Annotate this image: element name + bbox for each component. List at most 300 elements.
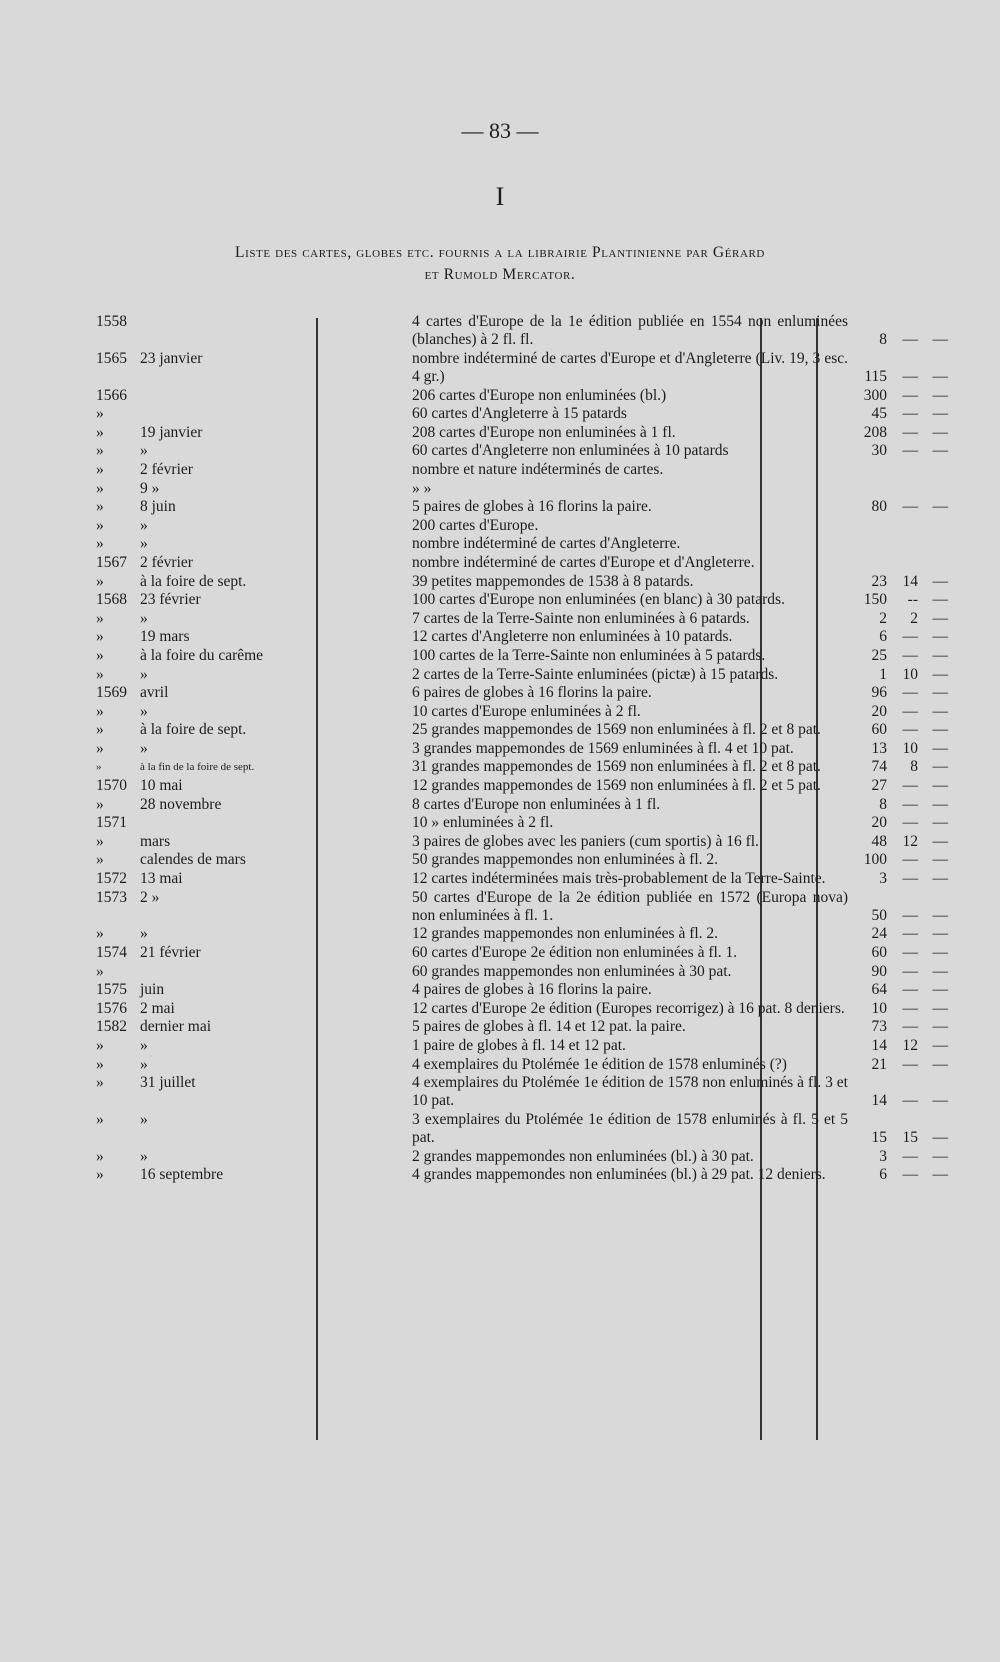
table-row bbox=[0, 442, 1000, 460]
entry-description: 6 paires de globes à 16 florins la paire. bbox=[412, 684, 652, 702]
amount-florins: 150 bbox=[863, 591, 887, 609]
entry-amounts bbox=[848, 684, 948, 702]
table-row bbox=[0, 889, 1000, 925]
entry-year: 1582 bbox=[96, 1018, 127, 1036]
amount-patards: — bbox=[902, 944, 918, 962]
amount-florins: 115 bbox=[864, 368, 887, 385]
entry-day: » bbox=[140, 739, 148, 757]
entry-day: » bbox=[140, 1147, 148, 1165]
amount-florins: 100 bbox=[863, 851, 887, 869]
entry-amounts bbox=[848, 721, 948, 739]
entry-year: 1558 bbox=[96, 313, 127, 330]
amount-deniers: — bbox=[932, 925, 948, 943]
amount-patards: — bbox=[902, 405, 918, 423]
entry-day: 8 juin bbox=[140, 498, 176, 516]
entry-day: 2 » bbox=[140, 888, 160, 906]
entry-year: 1575 bbox=[96, 981, 127, 999]
entry-year: 1571 bbox=[96, 814, 127, 832]
amount-deniers: — bbox=[932, 870, 948, 888]
entry-amounts bbox=[848, 1148, 948, 1166]
amount-patards: — bbox=[902, 442, 918, 460]
entry-amounts bbox=[848, 554, 948, 572]
table-row bbox=[0, 535, 1000, 553]
amount-deniers: — bbox=[932, 1036, 948, 1054]
entry-description: 4 exemplaires du Ptolémée 1e édition de 1578 non enluminés à fl. 3 et 10 pat. bbox=[412, 1074, 848, 1110]
table-row bbox=[0, 313, 1000, 349]
entry-year: 1573 bbox=[96, 888, 127, 906]
entry-amounts bbox=[848, 814, 948, 832]
amount-deniers: — bbox=[932, 442, 948, 460]
entry-description: 5 paires de globes à 16 florins la paire. bbox=[412, 498, 652, 516]
entry-description: 12 cartes d'Angleterre non enluminées à 10 patards. bbox=[412, 628, 733, 646]
amount-deniers: — bbox=[932, 739, 948, 757]
entry-description: 4 exemplaires du Ptolémée 1e édition de 1578 enluminés (?) bbox=[412, 1055, 787, 1073]
amount-patards: — bbox=[902, 702, 918, 720]
entry-day: 21 février bbox=[140, 944, 201, 962]
amount-patards: -- bbox=[907, 591, 918, 609]
entry-year: 1572 bbox=[96, 870, 127, 888]
entry-date bbox=[0, 870, 316, 888]
entry-amounts bbox=[848, 591, 948, 609]
entry-date bbox=[0, 628, 316, 646]
entry-amounts bbox=[848, 963, 948, 981]
entry-amounts bbox=[848, 498, 948, 516]
table-row bbox=[0, 944, 1000, 962]
amount-deniers: — bbox=[932, 962, 948, 980]
amount-florins: 208 bbox=[863, 423, 887, 441]
table-row bbox=[0, 721, 1000, 739]
entry-amounts bbox=[848, 480, 948, 498]
entry-amounts bbox=[848, 851, 948, 869]
amount-deniers: — bbox=[932, 1018, 948, 1036]
entry-description: 5 paires de globes à fl. 14 et 12 pat. la paire. bbox=[412, 1018, 686, 1036]
amount-florins: 27 bbox=[871, 777, 887, 795]
amount-patards: 10 bbox=[902, 665, 918, 683]
amount-florins: 8 bbox=[879, 331, 887, 349]
entry-date bbox=[0, 1111, 316, 1147]
entry-day: à la foire du carême bbox=[140, 646, 264, 664]
amount-patards: — bbox=[902, 814, 918, 832]
table-row bbox=[0, 777, 1000, 795]
entry-amounts bbox=[848, 610, 948, 628]
entry-amounts bbox=[848, 981, 948, 999]
entry-date bbox=[0, 721, 316, 739]
entry-date bbox=[0, 666, 316, 684]
entry-day: 23 février bbox=[140, 591, 201, 609]
amount-florins: 30 bbox=[871, 442, 887, 460]
amount-florins: 15 bbox=[871, 1129, 887, 1147]
entry-date bbox=[0, 814, 316, 832]
amount-florins: 8 bbox=[879, 795, 887, 813]
entry-day: » bbox=[140, 702, 148, 720]
amount-deniers: — bbox=[932, 498, 948, 516]
entry-date bbox=[0, 1056, 316, 1074]
entry-description: » » bbox=[412, 479, 432, 497]
amount-deniers: — bbox=[932, 721, 948, 739]
entry-day: avril bbox=[140, 684, 169, 702]
amount-patards: — bbox=[902, 721, 918, 739]
table-row bbox=[0, 1037, 1000, 1055]
amount-florins: 14 bbox=[871, 1036, 887, 1054]
entry-description: 7 cartes de la Terre-Sainte non enluminées à 6 patards. bbox=[412, 609, 750, 627]
amount-florins: 73 bbox=[871, 1018, 887, 1036]
entry-day: à la foire de sept. bbox=[140, 572, 247, 590]
entry-date bbox=[0, 350, 316, 386]
entry-year: » bbox=[96, 739, 104, 757]
entry-amounts bbox=[848, 1111, 948, 1147]
entry-date bbox=[0, 1000, 316, 1018]
entry-year: » bbox=[96, 721, 104, 739]
entry-description: 100 cartes de la Terre-Sainte non enluminées à 5 patards. bbox=[412, 646, 766, 664]
entry-date bbox=[0, 925, 316, 943]
entry-day: 16 septembre bbox=[140, 1166, 224, 1184]
entry-description: 100 cartes d'Europe non enluminées (en blanc) à 30 patards. bbox=[412, 591, 785, 609]
entry-year: » bbox=[96, 962, 104, 980]
amount-deniers: — bbox=[932, 981, 948, 999]
entry-date bbox=[0, 387, 316, 405]
amount-deniers: — bbox=[932, 758, 948, 776]
entry-year: » bbox=[96, 460, 104, 478]
amount-florins: 23 bbox=[871, 572, 887, 590]
entry-day: » bbox=[140, 925, 148, 943]
entry-description: 12 grandes mappemondes non enluminées à fl. 2. bbox=[412, 925, 719, 943]
table-row bbox=[0, 833, 1000, 851]
amount-patards: — bbox=[902, 386, 918, 404]
entry-day: 28 novembre bbox=[140, 795, 222, 813]
entry-year: 1568 bbox=[96, 591, 127, 609]
table-row bbox=[0, 1166, 1000, 1184]
table-row bbox=[0, 647, 1000, 665]
amount-patards: — bbox=[902, 999, 918, 1017]
amount-patards: — bbox=[902, 851, 918, 869]
entry-day: » bbox=[140, 535, 148, 553]
heading-line-1: Liste des cartes, globes etc. fournis a la librairie Plantinienne par Gérard bbox=[235, 244, 765, 261]
entry-description: 12 cartes indéterminées mais très-probablement de la Terre-Sainte. bbox=[412, 870, 826, 888]
amount-deniers: — bbox=[932, 851, 948, 869]
amount-deniers: — bbox=[932, 1147, 948, 1165]
entry-date bbox=[0, 963, 316, 981]
entry-date bbox=[0, 573, 316, 591]
table-row bbox=[0, 1000, 1000, 1018]
amount-florins: 25 bbox=[871, 646, 887, 664]
entry-description: 50 grandes mappemondes non enluminées à fl. 2. bbox=[412, 851, 719, 869]
entry-description: 2 grandes mappemondes non enluminées (bl.) à 30 pat. bbox=[412, 1147, 754, 1165]
table-row bbox=[0, 1148, 1000, 1166]
amount-florins: 6 bbox=[879, 628, 887, 646]
amount-florins: 96 bbox=[871, 684, 887, 702]
entry-year: » bbox=[96, 479, 104, 497]
entry-description: 2 cartes de la Terre-Sainte enluminées (pictæ) à 15 patards. bbox=[412, 665, 779, 683]
amount-deniers: — bbox=[932, 609, 948, 627]
entry-date bbox=[0, 610, 316, 628]
entry-date bbox=[0, 703, 316, 721]
table-row bbox=[0, 591, 1000, 609]
table-row bbox=[0, 498, 1000, 516]
entry-description: 10 cartes d'Europe enluminées à 2 fl. bbox=[412, 702, 641, 720]
amount-patards: — bbox=[902, 368, 918, 385]
entry-amounts bbox=[848, 647, 948, 665]
entry-year: 1570 bbox=[96, 777, 127, 795]
entry-description: 3 exemplaires du Ptolémée 1e édition de 1578 enluminés à fl. 5 et 5 pat. bbox=[412, 1110, 848, 1147]
amount-deniers: — bbox=[932, 684, 948, 702]
amount-patards: — bbox=[902, 981, 918, 999]
amount-deniers: — bbox=[932, 795, 948, 813]
amount-deniers: — bbox=[932, 331, 948, 349]
entry-description: 3 grandes mappemondes de 1569 enluminées à fl. 4 et 10 pat. bbox=[412, 739, 794, 757]
entry-day: 9 » bbox=[140, 479, 160, 497]
entry-date bbox=[0, 498, 316, 516]
amount-florins: 45 bbox=[871, 405, 887, 423]
entry-description: 206 cartes d'Europe non enluminées (bl.) bbox=[412, 386, 667, 404]
entry-description: 208 cartes d'Europe non enluminées à 1 fl. bbox=[412, 423, 676, 441]
amount-florins: 50 bbox=[871, 906, 887, 924]
entry-amounts bbox=[848, 517, 948, 535]
entry-date bbox=[0, 647, 316, 665]
entry-amounts bbox=[848, 405, 948, 423]
entry-amounts bbox=[848, 1056, 948, 1074]
entry-date bbox=[0, 833, 316, 851]
table-row bbox=[0, 554, 1000, 572]
entry-date bbox=[0, 981, 316, 999]
entry-date bbox=[0, 554, 316, 572]
entry-description: 60 grandes mappemondes non enluminées à 30 pat. bbox=[412, 962, 732, 980]
entry-year: » bbox=[96, 405, 104, 423]
amount-patards: — bbox=[902, 777, 918, 795]
entry-year: » bbox=[96, 795, 104, 813]
table-row bbox=[0, 666, 1000, 684]
entry-amounts bbox=[848, 703, 948, 721]
amount-patards: — bbox=[902, 1166, 918, 1184]
amount-deniers: — bbox=[932, 628, 948, 646]
amount-deniers: — bbox=[932, 814, 948, 832]
entry-description: 4 grandes mappemondes non enluminées (bl.) à 29 pat. 12 deniers. bbox=[412, 1166, 826, 1184]
entry-year: » bbox=[96, 423, 104, 441]
table-row bbox=[0, 405, 1000, 423]
entry-year: » bbox=[96, 702, 104, 720]
amount-patards: 2 bbox=[910, 609, 918, 627]
amount-florins: 13 bbox=[871, 739, 887, 757]
amount-patards: — bbox=[902, 646, 918, 664]
entry-year: » bbox=[96, 761, 102, 774]
entry-year: » bbox=[96, 535, 104, 553]
table-row bbox=[0, 461, 1000, 479]
table-row bbox=[0, 1111, 1000, 1147]
table-row bbox=[0, 610, 1000, 628]
amount-patards: — bbox=[902, 870, 918, 888]
entry-description: 1 paire de globes à fl. 14 et 12 pat. bbox=[412, 1036, 626, 1054]
entry-year: 1565 bbox=[96, 349, 127, 367]
entry-date bbox=[0, 684, 316, 702]
entry-amounts bbox=[848, 870, 948, 888]
entry-date bbox=[0, 1166, 316, 1184]
entry-date bbox=[0, 1018, 316, 1036]
amount-patards: — bbox=[902, 925, 918, 943]
entry-amounts bbox=[848, 758, 948, 776]
entry-date bbox=[0, 740, 316, 758]
entry-description: 200 cartes d'Europe. bbox=[412, 516, 539, 534]
amount-deniers: — bbox=[932, 702, 948, 720]
entry-day: » bbox=[140, 1110, 148, 1128]
amount-patards: — bbox=[902, 962, 918, 980]
amount-patards: — bbox=[902, 1147, 918, 1165]
amount-florins: 24 bbox=[871, 925, 887, 943]
entry-description: nombre et nature indéterminés de cartes. bbox=[412, 460, 664, 478]
entry-year: » bbox=[96, 1166, 104, 1184]
amount-florins: 2 bbox=[879, 609, 887, 627]
table-row bbox=[0, 573, 1000, 591]
entry-amounts bbox=[848, 833, 948, 851]
table-row bbox=[0, 814, 1000, 832]
amount-florins: 74 bbox=[871, 758, 887, 776]
entry-amounts bbox=[848, 666, 948, 684]
amount-florins: 64 bbox=[871, 981, 887, 999]
entry-year: 1576 bbox=[96, 999, 127, 1017]
amount-patards: — bbox=[902, 906, 918, 924]
entry-year: » bbox=[96, 1074, 104, 1092]
heading-line-2: et Rumold Mercator. bbox=[424, 266, 576, 283]
amount-patards: 15 bbox=[902, 1129, 918, 1147]
entry-day: » bbox=[140, 609, 148, 627]
entry-day: à la foire de sept. bbox=[140, 721, 247, 739]
entry-day: » bbox=[140, 1036, 148, 1054]
amount-patards: — bbox=[902, 423, 918, 441]
amount-patards: — bbox=[902, 498, 918, 516]
entry-year: » bbox=[96, 516, 104, 534]
entry-description: 3 paires de globes avec les paniers (cum sportis) à 16 fl. bbox=[412, 832, 759, 850]
entry-amounts bbox=[848, 628, 948, 646]
entry-year: » bbox=[96, 832, 104, 850]
amount-deniers: — bbox=[932, 665, 948, 683]
table-row bbox=[0, 796, 1000, 814]
entry-day: 2 février bbox=[140, 460, 193, 478]
entry-date bbox=[0, 517, 316, 535]
amount-patards: 8 bbox=[910, 758, 918, 776]
table-row bbox=[0, 758, 1000, 776]
amount-florins: 80 bbox=[871, 498, 887, 516]
entry-description: 10 » enluminées à 2 fl. bbox=[412, 814, 554, 832]
entry-amounts bbox=[848, 925, 948, 943]
entry-amounts bbox=[848, 796, 948, 814]
entry-amounts bbox=[848, 1037, 948, 1055]
table-row bbox=[0, 387, 1000, 405]
entry-amounts bbox=[848, 1074, 948, 1110]
entry-amounts bbox=[848, 424, 948, 442]
entry-day: juin bbox=[140, 981, 165, 999]
entry-date bbox=[0, 442, 316, 460]
entry-date bbox=[0, 1037, 316, 1055]
section-number: I bbox=[495, 182, 505, 211]
table-row bbox=[0, 963, 1000, 981]
amount-florins: 48 bbox=[871, 832, 887, 850]
entry-amounts bbox=[848, 461, 948, 479]
amount-deniers: — bbox=[932, 999, 948, 1017]
amount-patards: — bbox=[902, 1092, 918, 1110]
amount-patards: 12 bbox=[902, 832, 918, 850]
entry-description: 4 cartes d'Europe de la 1e édition publiée en 1554 non enluminées (blanches) à 2 fl. fl. bbox=[412, 313, 848, 349]
entry-description: 50 cartes d'Europe de la 2e édition publiée en 1572 (Europa nova) non enluminées à fl. 1. bbox=[412, 888, 848, 924]
amount-florins: 60 bbox=[871, 721, 887, 739]
entry-day: » bbox=[140, 516, 148, 534]
amount-florins: 3 bbox=[879, 870, 887, 888]
entry-day: 19 janvier bbox=[140, 423, 203, 441]
entry-day: mars bbox=[140, 832, 171, 850]
table-row bbox=[0, 870, 1000, 888]
amount-deniers: — bbox=[932, 832, 948, 850]
entry-day: 23 janvier bbox=[140, 349, 203, 367]
entry-day: 13 mai bbox=[140, 870, 183, 888]
entry-description: 31 grandes mappemondes de 1569 non enluminées à fl. 2 et 8 pat. bbox=[412, 758, 821, 776]
entry-day: » bbox=[140, 442, 148, 460]
amount-deniers: — bbox=[932, 368, 948, 385]
amount-florins: 21 bbox=[871, 1055, 887, 1073]
entry-date bbox=[0, 591, 316, 609]
amount-florins: 3 bbox=[879, 1147, 887, 1165]
entry-date bbox=[0, 944, 316, 962]
entry-description: 8 cartes d'Europe non enluminées à 1 fl. bbox=[412, 795, 661, 813]
amount-patards: 14 bbox=[902, 572, 918, 590]
entry-date bbox=[0, 480, 316, 498]
table-row bbox=[0, 740, 1000, 758]
entry-description: 12 grandes mappemondes de 1569 non enluminées à fl. 2 et 5 pat. bbox=[412, 777, 821, 795]
entry-date bbox=[0, 313, 316, 349]
entry-amounts bbox=[848, 387, 948, 405]
table-row bbox=[0, 1056, 1000, 1074]
amount-patards: 12 bbox=[902, 1036, 918, 1054]
entry-year: » bbox=[96, 1055, 104, 1073]
amount-deniers: — bbox=[932, 405, 948, 423]
entry-year: » bbox=[96, 646, 104, 664]
entry-year: 1569 bbox=[96, 684, 127, 702]
amount-florins: 300 bbox=[863, 386, 887, 404]
entry-description: 60 cartes d'Angleterre non enluminées à 10 patards bbox=[412, 442, 729, 460]
amount-patards: 10 bbox=[902, 739, 918, 757]
entry-amounts bbox=[848, 1166, 948, 1184]
entry-amounts bbox=[848, 313, 948, 349]
entry-description: 39 petites mappemondes de 1538 à 8 patards. bbox=[412, 572, 694, 590]
amount-florins: 20 bbox=[871, 814, 887, 832]
entry-amounts bbox=[848, 740, 948, 758]
amount-deniers: — bbox=[932, 1129, 948, 1147]
entry-amounts bbox=[848, 573, 948, 591]
entry-amounts bbox=[848, 777, 948, 795]
entry-amounts bbox=[848, 350, 948, 386]
entry-day: 10 mai bbox=[140, 777, 183, 795]
entry-amounts bbox=[848, 944, 948, 962]
table-row bbox=[0, 851, 1000, 869]
amount-patards: — bbox=[902, 1055, 918, 1073]
amount-deniers: — bbox=[932, 591, 948, 609]
entry-year: » bbox=[96, 851, 104, 869]
amount-deniers: — bbox=[932, 1166, 948, 1184]
amount-patards: — bbox=[902, 795, 918, 813]
amount-florins: 20 bbox=[871, 702, 887, 720]
entry-year: » bbox=[96, 1147, 104, 1165]
amount-deniers: — bbox=[932, 944, 948, 962]
table-row bbox=[0, 480, 1000, 498]
table-row bbox=[0, 424, 1000, 442]
entry-year: » bbox=[96, 628, 104, 646]
entry-day: » bbox=[140, 1055, 148, 1073]
entry-description: 60 cartes d'Europe 2e édition non enluminées à fl. 1. bbox=[412, 944, 738, 962]
entry-date bbox=[0, 758, 316, 776]
entry-day: calendes de mars bbox=[140, 851, 246, 869]
entry-year: » bbox=[96, 1110, 104, 1128]
entry-year: » bbox=[96, 498, 104, 516]
amount-deniers: — bbox=[932, 777, 948, 795]
amount-florins: 60 bbox=[871, 944, 887, 962]
amount-florins: 10 bbox=[871, 999, 887, 1017]
page-number: — 83 — bbox=[461, 118, 539, 143]
